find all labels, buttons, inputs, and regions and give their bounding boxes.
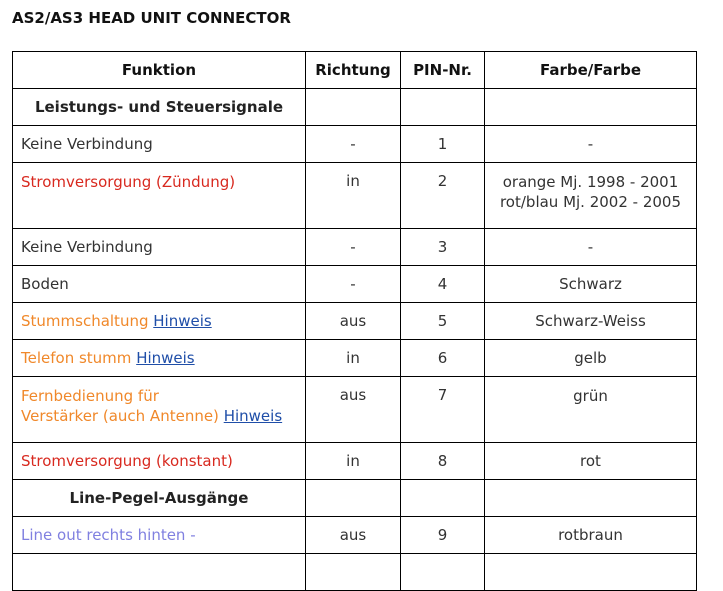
hinweis-link[interactable]: Hinweis [136, 349, 195, 367]
richtung-cell: aus [306, 303, 401, 340]
hinweis-link[interactable]: Hinweis [153, 312, 212, 330]
farbe-cell: - [485, 126, 697, 163]
section-label: Line-Pegel-Ausgänge [13, 480, 306, 517]
funktion-cell: Keine Verbindung [13, 126, 306, 163]
farbe-cell: - [485, 229, 697, 266]
table-row [13, 163, 697, 229]
richtung-cell: aus [306, 377, 401, 443]
farbe-cell: rot [485, 443, 697, 480]
pin-cell: 5 [401, 303, 485, 340]
pin-cell: 2 [401, 163, 485, 229]
funktion-cell: Keine Verbindung [13, 229, 306, 266]
richtung-cell: - [306, 266, 401, 303]
richtung-cell: in [306, 163, 401, 229]
funktion-text: Telefon stumm [21, 349, 132, 367]
pin-cell: 6 [401, 340, 485, 377]
farbe-cell: gelb [485, 340, 697, 377]
funktion-cell: Boden [13, 266, 306, 303]
header-pin: PIN-Nr. [401, 52, 485, 89]
pin-cell: 4 [401, 266, 485, 303]
farbe-cell: rotbraun [485, 517, 697, 554]
table-row [13, 303, 697, 340]
connector-table [12, 51, 697, 591]
table-row [13, 443, 697, 480]
richtung-cell: aus [306, 517, 401, 554]
farbe-cell: Schwarz-Weiss [485, 303, 697, 340]
pin-cell: 3 [401, 229, 485, 266]
farbe-cell [485, 163, 697, 229]
richtung-cell: in [306, 340, 401, 377]
page-title: AS2/AS3 HEAD UNIT CONNECTOR [12, 9, 291, 27]
richtung-cell: - [306, 229, 401, 266]
richtung-cell: - [306, 126, 401, 163]
table-row [13, 126, 697, 163]
funktion-text: Stummschaltung [21, 312, 149, 330]
funktion-cell: Stromversorgung (Zündung) [13, 163, 306, 229]
funktion-cell [13, 377, 306, 443]
funktion-line-2: Verstärker (auch Antenne) [21, 407, 219, 425]
pin-cell: 7 [401, 377, 485, 443]
table-row [13, 229, 697, 266]
pin-cell: 1 [401, 126, 485, 163]
section-row [13, 480, 697, 517]
section-label: Leistungs- und Steuersignale [13, 89, 306, 126]
table-row [13, 340, 697, 377]
header-farbe: Farbe/Farbe [485, 52, 697, 89]
table-row [13, 377, 697, 443]
farbe-cell: grün [485, 377, 697, 443]
table-header-row [13, 52, 697, 89]
farbe-line-2: rot/blau Mj. 2002 - 2005 [499, 193, 682, 211]
funktion-cell [13, 340, 306, 377]
farbe-cell: Schwarz [485, 266, 697, 303]
richtung-cell: in [306, 443, 401, 480]
funktion-cell [13, 303, 306, 340]
header-richtung: Richtung [306, 52, 401, 89]
table-row [13, 266, 697, 303]
hinweis-link[interactable]: Hinweis [223, 407, 283, 425]
pin-cell: 8 [401, 443, 485, 480]
pin-cell: 9 [401, 517, 485, 554]
funktion-cell: Stromversorgung (konstant) [13, 443, 306, 480]
section-row [13, 89, 697, 126]
table-row-partial [13, 554, 697, 591]
funktion-line-1: Fernbedienung für [21, 387, 159, 405]
funktion-cell: Line out rechts hinten - [13, 517, 306, 554]
farbe-line-1: orange Mj. 1998 - 2001 [502, 173, 679, 191]
header-funktion: Funktion [13, 52, 306, 89]
